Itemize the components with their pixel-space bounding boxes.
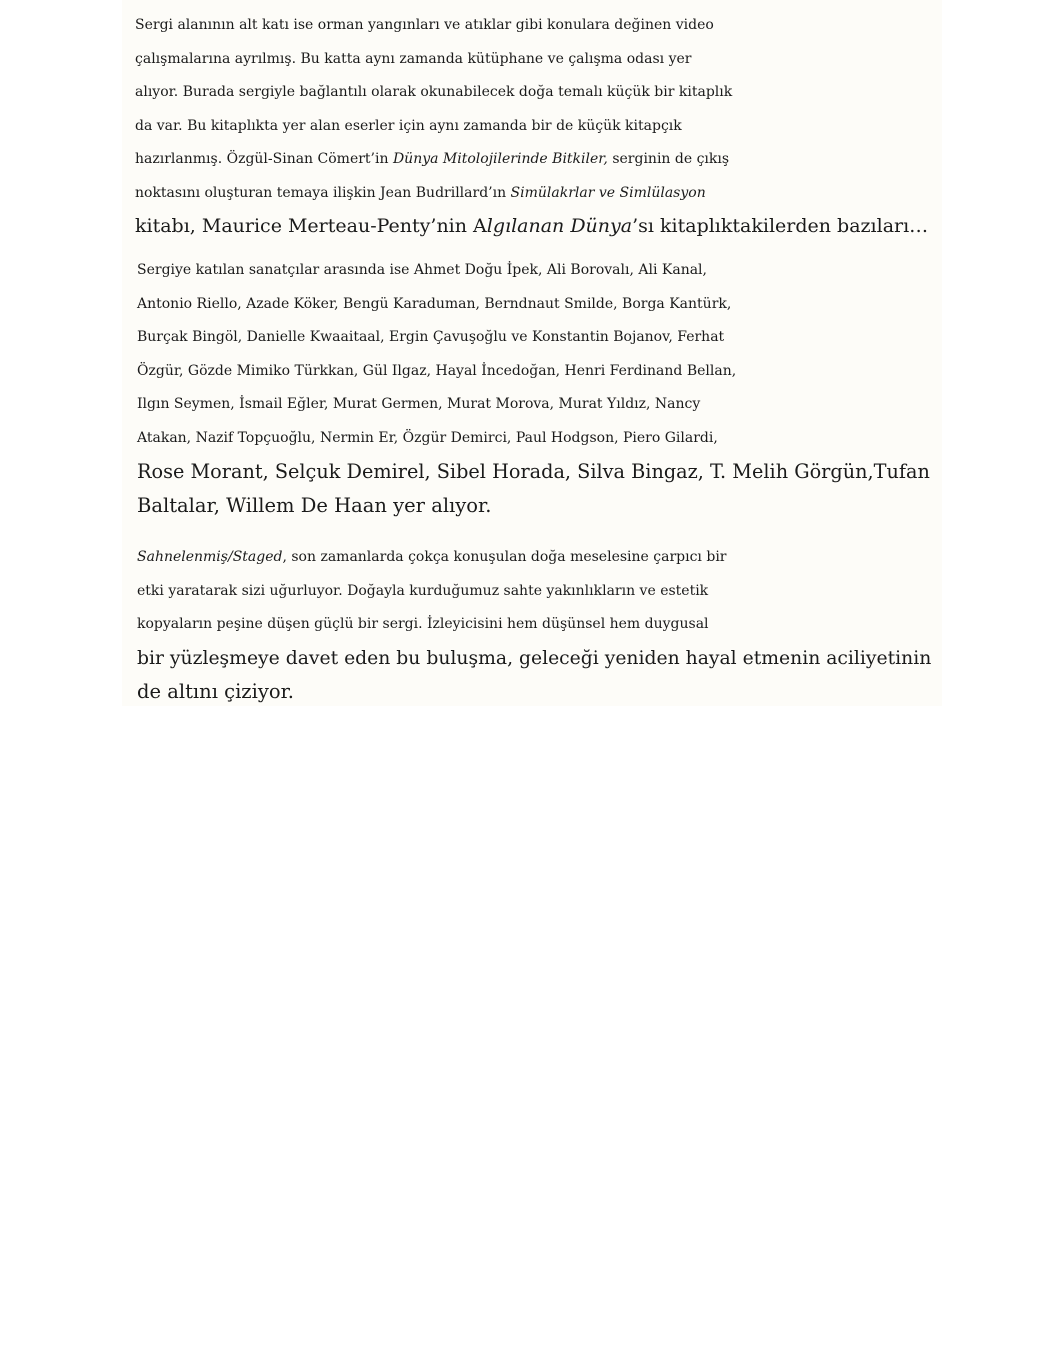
text-line bbox=[135, 210, 928, 244]
text-line: Antonio Riello, Azade Köker, Bengü Karaduman, Berndnaut Smilde, Borga Kantürk, bbox=[137, 295, 732, 312]
book-title: lgılanan Dünya bbox=[486, 215, 633, 237]
text-run: hazırlanmış. Özgül-Sinan Cömert’in bbox=[135, 151, 393, 167]
text-line bbox=[135, 177, 928, 211]
text-run: serginin de çıkış bbox=[607, 151, 730, 167]
text-line bbox=[137, 541, 931, 575]
text-line: Sergi alanının alt katı ise orman yangınları ve atıklar gibi konulara değinen video bbox=[135, 17, 714, 33]
exhibition-title: Sahnelenmiş/Staged bbox=[137, 549, 283, 565]
text-line: da var. Bu kitaplıkta yer alan eserler için aynı zamanda bir de küçük kitapçık bbox=[135, 117, 682, 134]
text-run: noktasını oluşturan temaya ilişkin Jean Budrillard’ın bbox=[135, 184, 511, 201]
paragraph-library bbox=[135, 9, 928, 244]
text-line: Özgür, Gözde Mimiko Türkkan, Gül Ilgaz, Hayal İncedoğan, Henri Ferdinand Bellan, bbox=[137, 362, 737, 379]
text-line: alıyor. Burada sergiyle bağlantılı olarak okunabilecek doğa temalı küçük bir kitaplık bbox=[135, 84, 733, 100]
paragraph-artists bbox=[137, 254, 930, 522]
text-line: de altını çiziyor. bbox=[137, 680, 294, 703]
text-line: Ilgın Seymen, İsmail Eğler, Murat Germen, Murat Morova, Murat Yıldız, Nancy bbox=[137, 396, 701, 412]
text-line: Baltalar, Willem De Haan yer alıyor. bbox=[137, 493, 492, 517]
article-body bbox=[122, 0, 942, 706]
paragraph-conclusion bbox=[137, 541, 931, 709]
text-run: kitabı, Maurice Merteau-Penty’nin A bbox=[135, 215, 487, 237]
text-line: Atakan, Nazif Topçuoğlu, Nermin Er, Özgür Demirci, Paul Hodgson, Piero Gilardi, bbox=[137, 429, 718, 446]
text-run: , son zamanlarda çokça konuşulan doğa meselesine çarpıcı bir bbox=[282, 549, 727, 565]
text-line: kopyaların peşine düşen güçlü bir sergi. İzleyicisini hem düşünsel hem duygusal bbox=[137, 616, 709, 632]
text-line bbox=[135, 143, 928, 177]
text-line: etki yaratarak sizi uğurluyor. Doğayla kurduğumuz sahte yakınlıkların ve estetik bbox=[137, 582, 709, 599]
text-line: bir yüzleşmeye davet eden bu buluşma, geleceği yeniden hayal etmenin aciliyetinin bbox=[137, 647, 932, 669]
text-line: Rose Morant, Selçuk Demirel, Sibel Horada, Silva Bingaz, T. Melih Görgün,Tufan bbox=[137, 460, 930, 483]
book-title: Dünya Mitolojilerinde Bitkiler, bbox=[392, 151, 608, 167]
text-line: Sergiye katılan sanatçılar arasında ise Ahmet Doğu İpek, Ali Borovalı, Ali Kanal, bbox=[137, 262, 707, 278]
text-line: Burçak Bingöl, Danielle Kwaaitaal, Ergin Çavuşoğlu ve Konstantin Bojanov, Ferhat bbox=[137, 329, 725, 345]
text-run: ’sı kitaplıktakilerden bazıları… bbox=[632, 215, 929, 237]
text-line: çalışmalarına ayrılmış. Bu katta aynı zamanda kütüphane ve çalışma odası yer bbox=[135, 50, 692, 67]
book-title: Simülakrlar ve Simlülasyon bbox=[510, 184, 706, 201]
